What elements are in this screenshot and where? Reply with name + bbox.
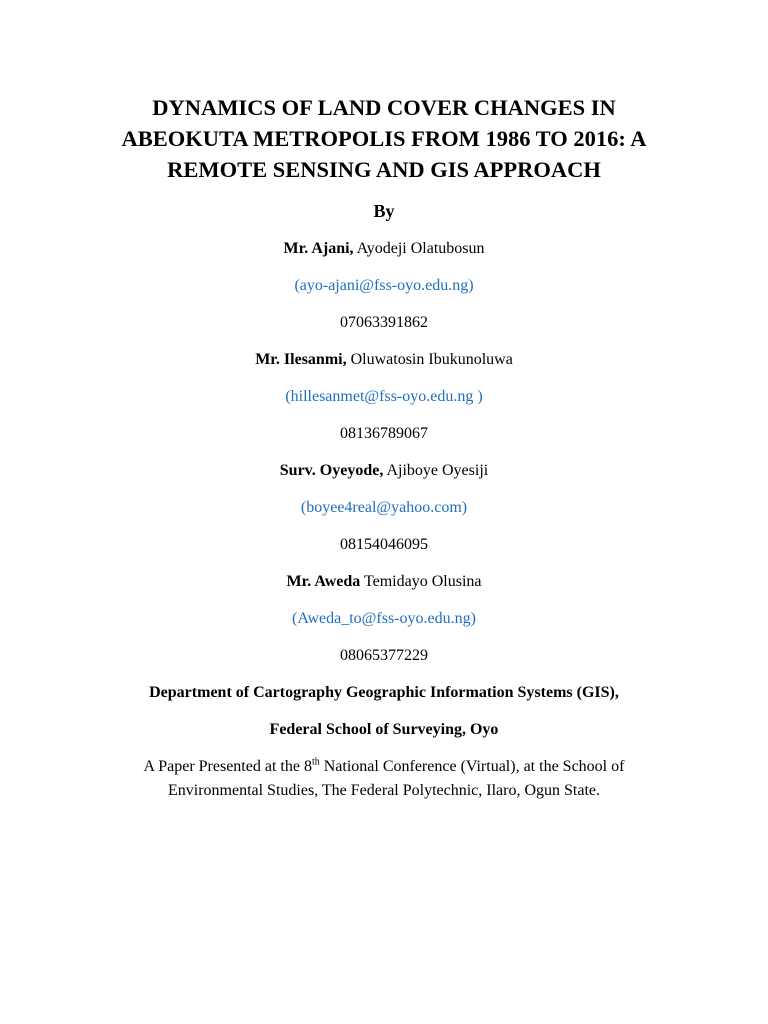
note-superscript: th — [311, 756, 320, 768]
paper-title — [0, 92, 768, 185]
author-1-name — [0, 239, 768, 259]
author-3-email[interactable]: (boyee4real@yahoo.com) — [300, 499, 468, 516]
author-4-name-bold: Mr. Aweda — [286, 573, 361, 590]
author-3-name-bold: Surv. Oyeyode, — [279, 462, 384, 479]
author-2-name-rest: Oluwatosin Ibukunoluwa — [346, 351, 513, 368]
author-2-email[interactable]: (hillesanmet@fss-oyo.edu.ng ) — [285, 388, 483, 405]
note-line-1-pre: A Paper Presented at the 8 — [143, 758, 312, 775]
conference-note-line-1 — [0, 755, 768, 779]
title-line-2: ABEOKUTA METROPOLIS FROM 1986 TO 2016: A — [121, 126, 647, 151]
note-line-1-post: National Conference (Virtual), at the School of — [319, 758, 625, 775]
author-3-phone: 08154046095 — [340, 536, 428, 553]
conference-note-line-2: Environmental Studies, The Federal Polytechnic, Ilaro, Ogun State. — [167, 782, 601, 799]
author-4-phone: 08065377229 — [340, 647, 428, 664]
author-2-phone: 08136789067 — [340, 425, 428, 442]
school-line: Federal School of Surveying, Oyo — [269, 721, 499, 738]
title-line-3: REMOTE SENSING AND GIS APPROACH — [167, 157, 601, 182]
title-line-1: DYNAMICS OF LAND COVER CHANGES IN — [152, 95, 616, 120]
author-1-email[interactable]: (ayo-ajani@fss-oyo.edu.ng) — [294, 277, 474, 294]
author-3-name-rest: Ajiboye Oyesiji — [383, 462, 489, 479]
author-2-name — [0, 350, 768, 370]
author-1-name-bold: Mr. Ajani, — [283, 240, 354, 257]
author-2-name-bold: Mr. Ilesanmi, — [255, 351, 347, 368]
by-label: By — [373, 201, 395, 221]
department-line: Department of Cartography Geographic Information Systems (GIS), — [149, 684, 619, 701]
author-4-name-rest: Temidayo Olusina — [360, 573, 482, 590]
conference-note — [0, 755, 768, 803]
author-3-name — [0, 461, 768, 481]
author-4-name — [0, 572, 768, 592]
author-1-name-rest: Ayodeji Olatubosun — [353, 240, 485, 257]
author-4-email[interactable]: (Aweda_to@fss-oyo.edu.ng) — [292, 610, 476, 627]
author-1-phone: 07063391862 — [340, 314, 428, 331]
